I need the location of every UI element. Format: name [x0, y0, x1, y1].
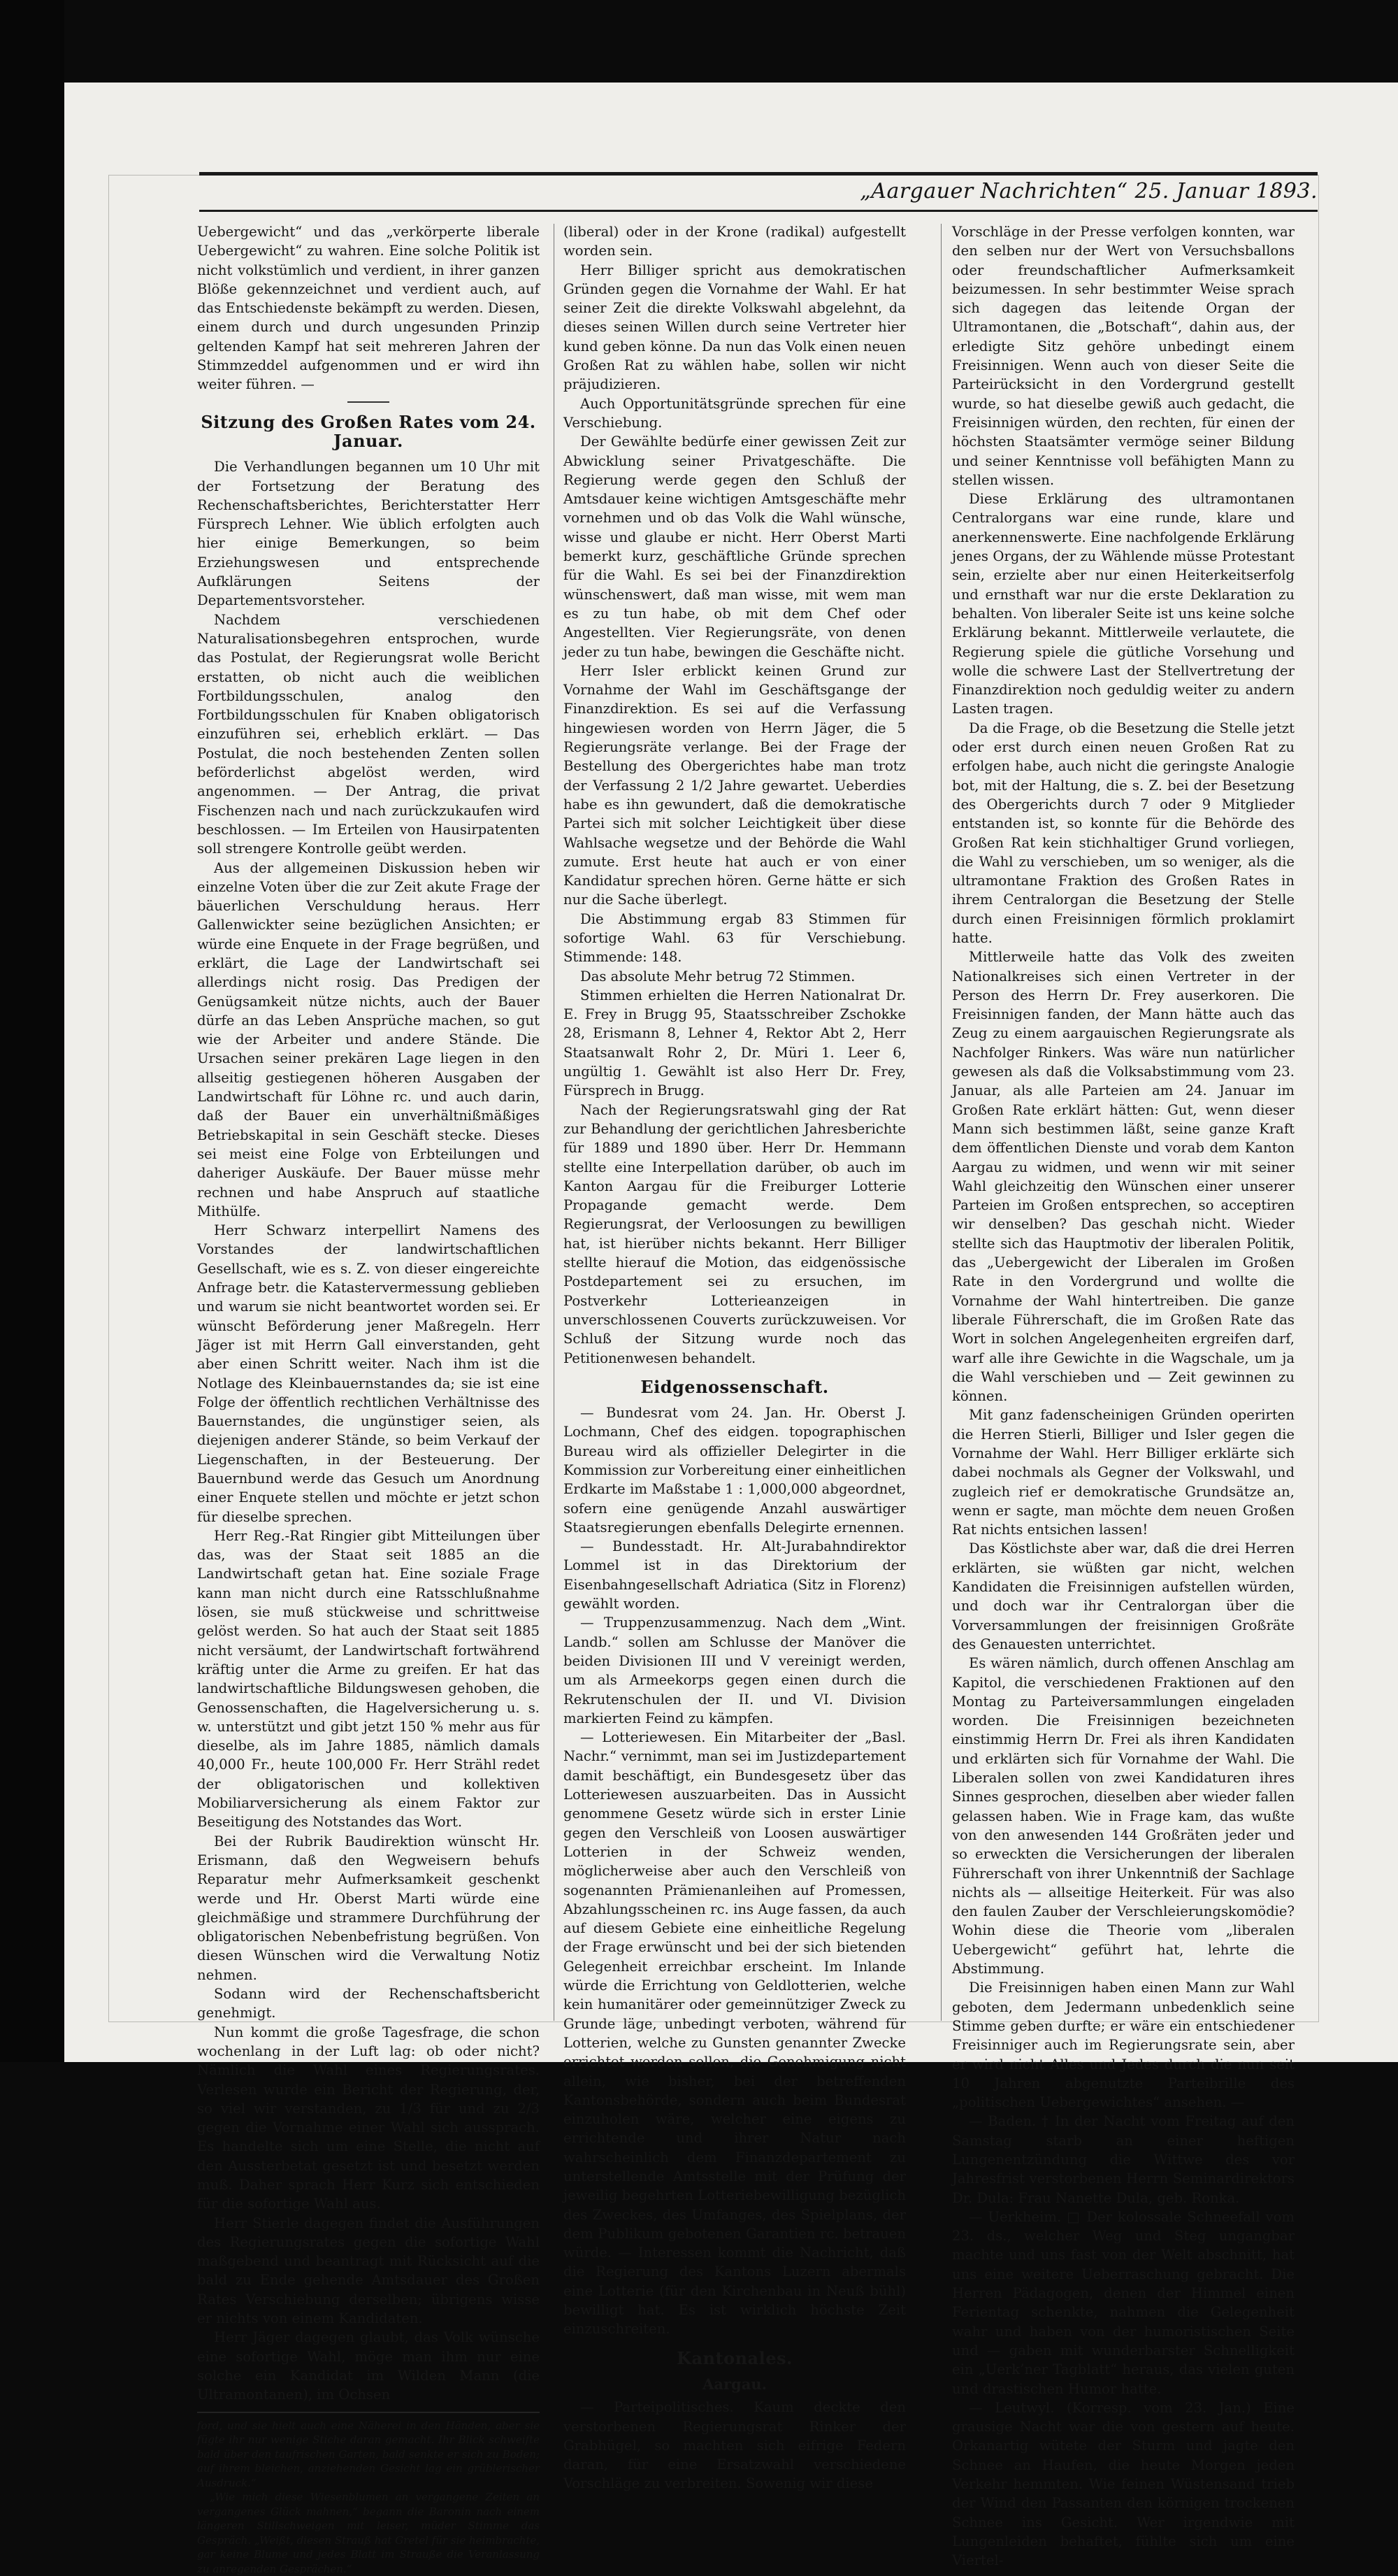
masthead-title: „Aargauer Nachrichten“ 25. Januar 1893. [860, 179, 1318, 203]
paragraph: (liberal) oder in der Krone (radikal) aufgestellt worden sein. [563, 224, 906, 259]
paragraph: Nachdem verschiedenen Naturalisationsbegehren entsprochen, wurde das Postulat, der Regierungsrat wolle Bericht erstatten, ob nicht auch die weiblichen Fortbildungsschulen, analog den Fortbildungsschulen für Knaben obligatorisch einzuführen sei, erheblich erklärt. — Das Postulat, die noch bestehenden Zenten sollen beförderlichst abgelöst werden, wird angenommen. — Der Antrag, die privat Fischenzen nach und nach zurückzukaufen wird beschlossen. — Im Erteilen von Hausirpatenten soll strengere Kontrolle geübt werden. [197, 611, 540, 857]
paragraph: Der Gewählte bedürfe einer gewissen Zeit zur Abwicklung seiner Privatgeschäfte. Die Regierung werde gegen den Schluß der Amtsdauer keine wichtigen Amtsgeschäfte mehr vornehmen und ob das Volk die Wahl wünsche, wisse und glaube er nicht. Herr Oberst Marti bemerkt kurz, geschäftliche Gründe sprechen für die Wahl. Es sei bei der Finanzdirektion wünschenswert, daß man wisse, mit wem man es zu tun habe, ob mit dem Chef oder Angestellten. Vier Regierungsräte, von denen jeder zu tun habe, bewingen die Geschäfte nicht. [563, 434, 906, 660]
column-1 [197, 222, 540, 2575]
paragraph: Die Freisinnigen haben einen Mann zur Wahl geboten, dem Jedermann unbedenklich seine Stimme geben durfte; er wäre ein entschiedener Freisinniger auch im Regierungsrate sein, aber er wird nicht Alles und Jedes durch die nun seit 10 Jahren abgenutzte Parteibrille des „politischen Uebergewichtes“ ansehen. — [952, 1980, 1295, 2111]
feuilleton-paragraph: ford, und sie hielt auch eine Näherei in den Händen, aber sie fügte ihr nur wenige Stiche daran gemacht. Ihr Blick schweifte bald über den taufrischen Garten, bald senkte er sich zu Boden; auf ihrem bleichen, anziehenden Gesicht lag ein grüblerischer Ausdruck.“ [197, 2419, 540, 2489]
column-separator [941, 224, 942, 2021]
masthead-rule-bottom [199, 210, 1318, 212]
section-rule [347, 401, 389, 403]
section-heading: Sitzung des Großen Rates vom 24. Januar. [201, 411, 536, 451]
news-item: — Baden. † In der Nacht vom Freitag auf den Samstag starb an einer heftigen Lungenentzündung die Wittwe des vor Jahresfrist verstorbenen Herrn Seminardirektors Dr. Dula: Frau Nanette Dula, geb. Ronka. [952, 2113, 1295, 2206]
subsection-heading: Aargau. [702, 2375, 767, 2393]
news-item: — Leutwyl. (Korresp. vom 23. Jan.) Eine grausige Nacht war die von gestern auf heute. Orkanartig wütete der Sturm und jagte den Schnee an Haufen, die heute Morgen jeden Verkehr hemmten. Wie feinen Wüstensand trieb der Wind den Passanten den körnigen trockenen Schnee ins Gesicht. Wer irgendwie mit Lungenleiden behaftet, fühlte sich um eine Viertel- [952, 2399, 1295, 2569]
paragraph: Das absolute Mehr betrug 72 Stimmen. [580, 968, 856, 985]
paragraph: Herr Jäger dagegen glaubt, das Volk wünsche eine sofortige Wahl, möge man ihm nur eine solche ein Kandidat im Wilden Mann (die Ultramontanen), im Ochsen [197, 2329, 540, 2403]
news-item: — Bundesstadt. Hr. Alt-Jurabahndirektor Lommel ist in das Direktorium der Eisenbahngesellschaft Adriatica (Sitz in Florenz) gewählt worden. [563, 1538, 906, 1612]
paragraph: Nun kommt die große Tagesfrage, die schon wochenlang in der Luft lag: ob oder nicht? Nämlich die Wahl eines Regierungsrates. Verlesen wurde ein Bericht der Regierung, der, so viel wir verstanden, zu 1/3 für und zu 2/3 gegen die Vornahme einer Wahl sich aussprach. Es handelte sich um eine Stelle, die nicht auf den Aussterbetat gesetzt ist und besetzt werden muß. Daher sprach Herr Kurz sich entschieden für die sofortige Wahl aus. [197, 2024, 540, 2212]
section-heading: Eidgenossenschaft. [640, 1376, 829, 1397]
paragraph: Aus der allgemeinen Diskussion heben wir einzelne Voten über die zur Zeit akute Frage der bäuerlichen Verschuldung heraus. Herr Gallenwickter seine bezüglichen Ansichten; er würde eine Enquete in der Frage begrüßen, und erklärt, die Lage der Landwirtschaft sei allerdings nicht rosig. Das Predigen der Genügsamkeit nütze nichts, auch der Bauer dürfe an das Leben Ansprüche machen, so gut wie der Arbeiter und andere Stände. Die Ursachen seiner prekären Lage liegen in den allseitig gestiegenen höheren Ausgaben der Landwirtschaft für Löhne rc. und auch darin, daß der Bauer ein unverhältnißmäßiges Betriebskapital in sein Geschäft stecke. Dieses sei meist eine Folge von Erbteilungen und daheriger Auskäufe. Der Bauer müsse mehr rechnen und habe Anspruch auf staatliche Mithülfe. [197, 859, 540, 1219]
news-item: — Uerkheim. □ Der kolossale Schneefall vom 23. ds., welcher Weg und Steg ungangbar machte und uns fast von der Welt abschnitt, hat uns eine weitere Ueberraschung gebracht. Die Herren Pädagogen, denen der Himmel einen Ferientag schenkte, nahmen die Gelegenheit wahr und haben von der humoristischen Seite und — gaben mit wunderbarster Schnelligkeit ein „Uerk’ner Tagblatt“ heraus, das vielen guten und drastischen Humor hatte. [952, 2208, 1295, 2397]
paragraph: Das Köstlichste aber war, daß die drei Herren erklärten, sie wüßten gar nicht, welchen Kandidaten die Freisinnigen aufstellen würden, und doch war ihr Centralorgan über die Vorversammlungen der freisinnigen Großräte des Genauesten unterrichtet. [952, 1540, 1295, 1652]
paragraph: Auch Opportunitätsgründe sprechen für eine Verschiebung. [563, 395, 906, 431]
section-heading: Kantonales. [677, 2347, 793, 2368]
feuilleton-paragraph: „Wie mich diese Wiesenblumen an vergangene Zeiten an vergangenes Glück mahnen,“ begann die Baronin nach einem längeren Stillschweigen mit leiser, müder Stimme das Gespräch. „Weißt, diesen Strauß hat Gretel für sie heimbrachte, gar keine Blume und jedes Blatt im Strauße die Veranlassung zu anregenden Gesprächen.“ [197, 2491, 540, 2575]
paragraph: Sodann wird der Rechenschaftsbericht genehmigt. [197, 1986, 540, 2022]
news-item: — Truppenzusammenzug. Nach dem „Wint. Landb.“ sollen am Schlusse der Manöver die beiden Divisionen III und V vereinigt werden, um als Armeekorps gegen einen durch die Rekrutenschulen der II. und VI. Division markierten Feind zu kämpfen. [563, 1615, 906, 1726]
paragraph: Stimmen erhielten die Herren Nationalrat Dr. E. Frey in Brugg 95, Staatsschreiber Zschokke 28, Erismann 8, Lehner 4, Rektor Abt 2, Herr Staatsanwalt Rohr 2, Dr. Müri 1. Leer 6, ungültig 1. Gewählt ist also Herr Dr. Frey, Fürsprech in Brugg. [563, 987, 906, 1099]
paragraph: Herr Reg.-Rat Ringier gibt Mitteilungen über das, was der Staat seit 1885 an die Landwirtschaft getan hat. Eine soziale Frage kann man nicht durch eine Ratsschlußnahme lösen, sie muß stückweise und schrittweise gelöst werden. So hat auch der Staat seit 1885 nicht versäumt, der Landwirtschaft fortwährend kräftig unter die Arme zu greifen. Er hat das landwirtschaftliche Bildungswesen gehoben, die Genossenschaften, die Hagelversicherung u. s. w. unterstützt und gibt jetzt 150 % mehr aus für dieselbe, als im Jahre 1885, nämlich damals 40,000 Fr., heute 100,000 Fr. Herr Strähl redet der obligatorischen und kollektiven Mobiliarversicherung als einem Faktor zur Beseitigung des Notstandes das Wort. [197, 1527, 540, 1831]
column-2 [563, 222, 906, 2492]
paragraph: Nach der Regierungsratswahl ging der Rat zur Behandlung der gerichtlichen Jahresberichte für 1889 und 1890 über. Herr Dr. Hemmann stellte eine Interpellation darüber, ob auch im Kanton Aargau für die Freiburger Lotterie Propagande gemacht werde. Dem Regierungsrat, der Verloosungen zu bewilligen hat, ist hierüber nichts bekannt. Herr Billiger stellte hierauf die Motion, das eidgenössische Postdepartement sei zu ersuchen, im Postverkehr Lotterieanzeigen in unverschlossenen Couverts zurückzuweisen. Vor Schluß der Sitzung wurde noch das Petitionenwesen behandelt. [563, 1101, 906, 1366]
paragraph: Vorschläge in der Presse verfolgen konnten, war den selben nur der Wert von Versuchsballons oder freundschaftlicher Aufmerksamkeit beizumessen. In sehr bestimmter Weise sprach sich dagegen das leitende Organ der Ultramontanen, die „Botschaft“, dahin aus, der erledigte Sitz gehöre unbedingt einem Freisinnigen. Wenn auch von dieser Seite die Parteirücksicht in den Vordergrund gestellt wurde, so hat dieselbe gewiß auch gedacht, die Freisinnigen würden, den rechten, für einen der höchsten Staatsämter vermöge seiner Bildung und seiner Kenntnisse voll befähigten Mann zu stellen wissen. [952, 224, 1295, 488]
news-item: — Bundesrat vom 24. Jan. Hr. Oberst J. Lochmann, Chef des eidgen. topographischen Bureau wird als offizieller Delegirter in die Kommission zur Vorbereitung einer einheitlichen Erdkarte im Maßstabe 1 : 1,000,000 abgeordnet, sofern eine genügende Anzahl auswärtiger Staatsregierungen ebenfalls Delegirte ernennen. [563, 1405, 906, 1536]
feuilleton [197, 2419, 540, 2576]
paragraph: Herr Billiger spricht aus demokratischen Gründen gegen die Vornahme der Wahl. Er hat seiner Zeit die direkte Volkswahl abgelehnt, da dieses seinen Willen durch seine Vertreter hier kund geben könne. Da nun das Volk einen neuen Großen Rat zu wählen habe, sollen wir nicht präjudizieren. [563, 262, 906, 393]
paragraph: Herr Isler erblickt keinen Grund zur Vornahme der Wahl im Geschäftsgange der Finanzdirektion. Es sei auf die Verfassung hingewiesen worden von Herrn Jäger, die 5 Regierungsräte verlange. Bei der Frage der Bestellung des Obergerichtes habe man trotz der Verfassung 2 1/2 Jahre gewartet. Ueberdies habe es ihn gewundert, daß die demokratische Partei sich mit solcher Leichtigkeit über diese Wahlsache wegsetze und der Behörde die Wahl zumute. Erst heute hat auch er von einer Kandidatur sprechen hören. Gerne hätte er sich nur die Sache überlegt. [563, 662, 906, 908]
paragraph: Mit ganz fadenscheinigen Gründen operirten die Herren Stierli, Billiger und Isler gegen die Vornahme der Wahl. Herr Billiger erklärte sich dabei nochmals als Gegner der Volkswahl, und zugleich rief er demokratische Grundsätze an, wenn er sagte, man möchte dem neuen Großen Rat nichts entsichen lassen! [952, 1407, 1295, 1538]
column-3 [952, 222, 1295, 2569]
feuilleton-rule [197, 2412, 540, 2413]
paragraph: Es wären nämlich, durch offenen Anschlag am Kapitol, die verschiedenen Fraktionen auf den Montag zu Parteiversammlungen eingeladen worden. Die Freisinnigen bezeichneten einstimmig Herrn Dr. Frei als ihren Kandidaten und erklärten sich für Vornahme der Wahl. Die Liberalen sollen von zwei Kandidaturen ihres Sinnes gesprochen, dieselben aber wieder fallen gelassen haben. Wie in Frage kam, das wußte von den anwesenden 144 Großräten jeder und so erweckten die Versicherungen der liberalen Führerschaft von ihrer Unkenntniß der Sachlage nichts als — allseitige Heiterkeit. Für was also den faulen Zauber der Verschleierungskomödie? Wohin diese die Theorie vom „liberalen Uebergewicht“ geführt hat, lehrte die Abstimmung. [952, 1655, 1295, 1977]
paragraph: Herr Stierle dagegen findet die Ausführungen des Regierungsrates gegen die sofortige Wahl maßgebend und beantragt mit Rücksicht auf die bald zu Ende gehende Amtsdauer des Großen Rates Verschiebung derselben; übrigens wisse er nichts von einem Kandidaten. [197, 2214, 540, 2327]
paragraph: Uebergewicht“ und das „verkörperte liberale Uebergewicht“ zu wahren. Eine solche Politik ist nicht volkstümlich und verdient, in ihrer ganzen Blöße gekennzeichnet und verdient auch, auf das Entschiedenste bekämpft zu werden. Diesen, einem durch und durch ungesunden Prinzip geltenden Kampf hat seit mehreren Jahren der Stimmzeddel aufgenommen und er wird ihn weiter führen. — [197, 224, 540, 393]
masthead-rule-top [199, 172, 1318, 176]
paragraph: Da die Frage, ob die Besetzung die Stelle jetzt oder erst durch einen neuen Großen Rat zu erfolgen habe, auch nicht die geringste Analogie bot, mit der Haltung, die s. Z. bei der Besetzung des Obergerichts durch 7 oder 9 Mitglieder entstanden ist, so konnte für die Behörde des Großen Rat kein stichhaltiger Grund vorliegen, die Wahl zu verschieben, um so weniger, als die ultramontane Fraktion des Großen Rates in ihrem Centralorgan die Besetzung der Stelle durch einen Freisinnigen förmlich proklamirt hatte. [952, 720, 1295, 946]
masthead [199, 179, 1318, 207]
scan-dark-margin [0, 0, 64, 2062]
paragraph: Herr Schwarz interpellirt Namens des Vorstandes der landwirtschaftlichen Gesellschaft, wie es s. Z. von dieser eingereichte Anfrage betr. die Katastervermessung geblieben und warum sie nicht beantwortet worden sei. Er wünscht Beförderung jener Maßregeln. Herr Jäger ist mit Herrn Gall einverstanden, geht aber einen Schritt weiter. Nach ihm ist die Notlage des Kleinbauernstandes da; sie ist eine Folge der öffentlich rechtlichen Verhältnisse des Bauernstandes, die ungünstiger seien, als diejenigen anderer Stände, so beim Verkauf der Liegenschaften, in der Besteuerung. Der Bauernbund werde das Gesuch um Anordnung einer Enquete stellen und möchte er jetzt schon für dieselbe sprechen. [197, 1222, 540, 1525]
paragraph: Diese Erklärung des ultramontanen Centralorgans war eine runde, klare und anerkennenswerte. Eine nachfolgende Erklärung jenes Organs, der zu Wählende müsse Protestant sein, erzielte aber nur einen Heiterkeitserfolg und ernsthaft war nur die erste Deklaration zu behalten. Von liberaler Seite ist uns keine solche Erklärung bekannt. Mittlerweile verlautete, die Regierung spiele die gütliche Vorsehung und wolle die schwere Last der Stellvertretung der Finanzdirektion noch geduldig weiter zu andern Lasten tragen. [952, 491, 1295, 717]
news-item: — Parteipolitisches. Kaum deckte den verstorbenen Regierungsrat Rinker der Grabhügel, so machten sich eifrige Federn daran, für eine Ersatzwahl verschiedene Vorschläge zu verbreiten. Sowenig wir diese [563, 2399, 906, 2492]
paragraph: Die Verhandlungen begannen um 10 Uhr mit der Fortsetzung der Beratung des Rechenschaftsberichtes, Berichterstatter Herr Fürsprech Lehner. Wie üblich erfolgten auch hier einige Bemerkungen, so beim Erziehungswesen und entsprechende Aufklärungen Seitens der Departementsvorsteher. [197, 459, 540, 609]
paragraph: Die Abstimmung ergab 83 Stimmen für sofortige Wahl. 63 für Verschiebung. Stimmende: 148. [563, 910, 906, 966]
news-item: — Lotteriewesen. Ein Mitarbeiter der „Basl. Nachr.“ vernimmt, man sei im Justizdepartement damit beschäftigt, ein Bundesgesetz über das Lotteriewesen auszuarbeiten. Das in Aussicht genommene Gesetz würde sich in erster Linie gegen den Verschleiß von Loosen auswärtiger Lotterien in der Schweiz wenden, möglicherweise aber auch den Verschleiß von sogenannten Prämienanleihen auf Promessen, Abzahlungsscheinen rc. ins Auge fassen, da auch auf diesem Gebiete eine einheitliche Regelung der Frage erwünscht und bei der sich bietenden Gelegenheit erreichbar erscheint. Im Inlande würde die Errichtung von Geldlotterien, welche kein humanitärer oder gemeinnütziger Zweck zu Grunde läge, unbedingt verboten, während für Lotterien, welche zu Gunsten genannter Zwecke errichtet werden sollen, die Genehmigung nicht allein, wie bisher, bei der betreffenden Kantonsbehörde, sondern auch beim Bundesrat einzuholen wäre, welcher eine eigens zu errichtende und ihrer Natur nach wahrscheinlich dem Finanzdepartement zu unterstellende Amtsstelle mit der Prüfung der jeweilig begehrten Lotteriebewilligung bezüglich des Zweckes, des Umfanges, des Spielplans, der dem Publikum gebotenen Garantien rc. betrauen würde. — Interessen kommt die Nachricht, daß die Regierung des Kantons Luzern abermals eine Lotterie (für den Kirchenbau in Neuß bühl) bewilligt hat. Es ist wirklich höchste Zeit einzuschreiten. [563, 1729, 906, 2338]
paragraph: Bei der Rubrik Baudirektion wünscht Hr. Erismann, daß den Wegweisern behufs Reparatur mehr Aufmerksamkeit geschenkt werde und Hr. Oberst Marti würde eine gleichmäßige und strammere Durchführung der obligatorischen Nebenbefristung begrüßen. Von diesen Wünschen wird die Verwaltung Notiz nehmen. [197, 1833, 540, 1983]
paragraph: Mittlerweile hatte das Volk des zweiten Nationalkreises sich einen Vertreter in der Person des Herrn Dr. Frey auserkoren. Die Freisinnigen fanden, der Mann hätte auch das Zeug zu einem aargauischen Regierungsrate als Nachfolger Rinkers. Was wäre nun natürlicher gewesen als daß die Volksabstimmung vom 23. Januar, als alle Parteien am 24. Januar im Großen Rate erklärt hätten: Gut, wenn dieser Mann sich bestimmen läßt, seine ganze Kraft dem öffentlichen Dienste und vorab dem Kanton Aargau zu widmen, und wenn wir mit seiner Wahl gleichzeitig den Wünschen einer unserer Parteien im Großen entsprechen, so acceptiren wir denselben? Das geschah nicht. Wieder stellte sich das Hauptmotiv der liberalen Politik, das „Uebergewicht der Liberalen im Großen Rate in den Vordergrund und wollte die Vornahme der Wahl hintertreiben. Die ganze liberale Führerschaft, die im Großen Rate das Wort in solchen Angelegenheiten ergreifen darf, warf alle ihre Gewichte in die Wagschale, um ja die Wahl verschieben und — Zeit gewinnen zu können. [952, 949, 1295, 1405]
